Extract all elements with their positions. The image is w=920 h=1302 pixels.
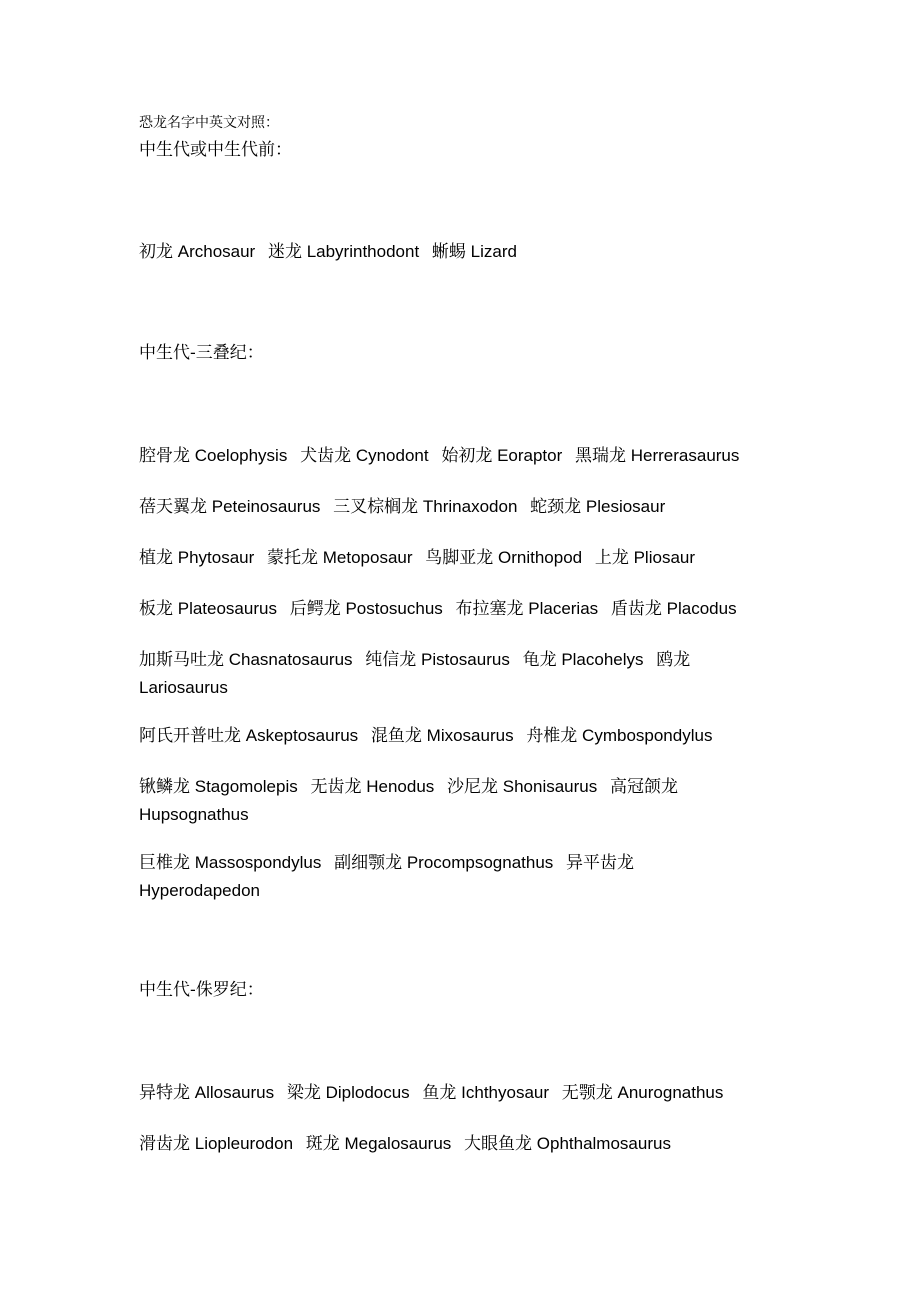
dinosaur-entry: 迷龙 Labyrinthodont	[267, 242, 420, 262]
dinosaur-entry: 纯信龙 Pistosaurus	[365, 650, 510, 670]
entry-line	[139, 646, 789, 701]
dinosaur-entry: 副细颚龙 Procompsognathus	[334, 853, 554, 873]
dinosaur-entry: 腔骨龙 Coelophysis	[139, 446, 288, 466]
dinosaur-entry: 蓓天翼龙 Peteinosaurus	[139, 497, 321, 517]
section-heading-pre-mesozoic: 中生代或中生代前：	[139, 140, 292, 160]
section-heading-triassic: 中生代-三叠纪：	[139, 343, 264, 363]
dinosaur-entry: 无齿龙 Henodus	[310, 777, 435, 797]
dinosaur-entry-en: Hupsognathus	[139, 805, 249, 824]
dinosaur-entry: 三叉棕榈龙 Thrinaxodon	[333, 497, 518, 517]
dinosaur-entry-zh: 异平齿龙	[566, 853, 635, 873]
dinosaur-entry: 布拉塞龙 Placerias	[455, 599, 599, 619]
dinosaur-entry: 锹鳞龙 Stagomolepis	[139, 777, 298, 797]
dinosaur-entry: 巨椎龙 Massospondylus	[139, 853, 322, 873]
dinosaur-entry: 蒙托龙 Metoposaur	[267, 548, 413, 568]
dinosaur-entry: 阿氏开普吐龙 Askeptosaurus	[139, 726, 359, 746]
entry-line	[139, 238, 789, 266]
dinosaur-entry: 舟椎龙 Cymbospondylus	[526, 726, 713, 746]
dinosaur-entry: 植龙 Phytosaur	[139, 548, 255, 568]
section-heading-jurassic: 中生代-侏罗纪：	[139, 980, 264, 1000]
dinosaur-entry: 龟龙 Placohelys	[522, 650, 644, 670]
dinosaur-entry: 斑龙 Megalosaurus	[305, 1134, 452, 1154]
dinosaur-entry: 鱼龙 Ichthyosaur	[422, 1083, 550, 1103]
entry-line	[139, 493, 789, 521]
dinosaur-entry: 混鱼龙 Mixosaurus	[370, 726, 514, 746]
dinosaur-entry-en: Lariosaurus	[139, 678, 228, 697]
document-title: 恐龙名字中英文对照：	[139, 115, 279, 131]
entry-line	[139, 1130, 789, 1158]
dinosaur-entry: 蜥蜴 Lizard	[431, 242, 517, 262]
dinosaur-entry: 上龙 Pliosaur	[594, 548, 696, 568]
dinosaur-entry-zh: 鸥龙	[656, 650, 691, 670]
dinosaur-entry: 黑瑞龙 Herrerasaurus	[575, 446, 740, 466]
dinosaur-entry: 滑齿龙 Liopleurodon	[139, 1134, 294, 1154]
dinosaur-entry: 始初龙 Eoraptor	[441, 446, 563, 466]
entry-line	[139, 544, 789, 572]
dinosaur-entry: 盾齿龙 Placodus	[610, 599, 737, 619]
dinosaur-entry: 无颚龙 Anurognathus	[561, 1083, 724, 1103]
dinosaur-entry: 鸟脚亚龙 Ornithopod	[425, 548, 583, 568]
dinosaur-entry: 梁龙 Diplodocus	[286, 1083, 410, 1103]
dinosaur-entry: 大眼鱼龙 Ophthalmosaurus	[464, 1134, 671, 1154]
entry-line	[139, 722, 789, 750]
entry-line	[139, 442, 789, 470]
dinosaur-entry: 加斯马吐龙 Chasnatosaurus	[139, 650, 353, 670]
entry-line	[139, 595, 789, 623]
entry-line	[139, 773, 789, 828]
dinosaur-entry-zh: 高冠颌龙	[610, 777, 678, 797]
dinosaur-entry-en: Hyperodapedon	[139, 881, 260, 900]
dinosaur-entry: 异特龙 Allosaurus	[139, 1083, 275, 1103]
dinosaur-entry: 后鳄龙 Postosuchus	[289, 599, 443, 619]
dinosaur-entry: 板龙 Plateosaurus	[139, 599, 277, 619]
entry-line	[139, 1079, 789, 1107]
dinosaur-entry: 蛇颈龙 Plesiosaur	[530, 497, 666, 517]
dinosaur-entry: 沙尼龙 Shonisaurus	[447, 777, 598, 797]
dinosaur-entry: 犬齿龙 Cynodont	[300, 446, 429, 466]
dinosaur-entry: 初龙 Archosaur	[139, 242, 256, 262]
entry-line	[139, 849, 789, 904]
